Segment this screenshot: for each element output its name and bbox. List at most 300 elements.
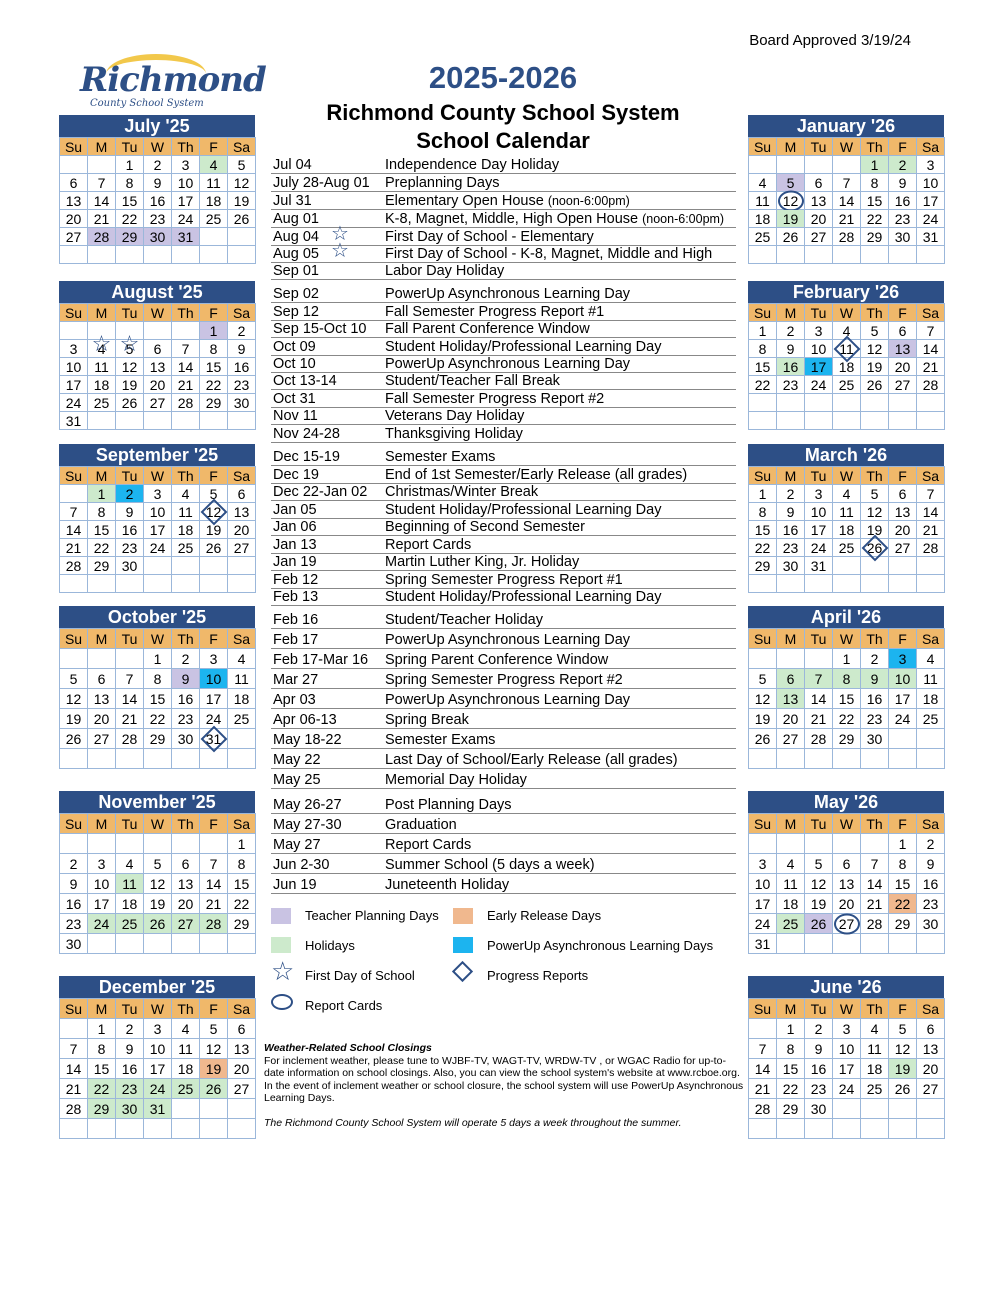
calendar-day: 19	[861, 358, 889, 376]
event-label: Student/Teacher Fall Break	[385, 373, 560, 389]
calendar-day: 4	[833, 485, 861, 503]
empty-day	[60, 485, 88, 503]
calendar-day: 21	[60, 1079, 88, 1099]
district-name: Richmond County School System	[326, 100, 680, 125]
calendar-day: 12	[200, 1039, 228, 1059]
calendar-day: 14	[88, 192, 116, 210]
calendar-day: 26	[144, 914, 172, 934]
calendar-day: 21	[805, 709, 833, 729]
calendar-day: 1	[228, 834, 256, 854]
empty-day	[777, 246, 805, 264]
legend-progress-label: Progress Reports	[487, 968, 589, 983]
calendar-day: 15	[116, 192, 144, 210]
calendar-day: 9	[889, 174, 917, 192]
event-row	[271, 193, 736, 210]
event-row	[271, 537, 736, 554]
calendar-day: 28	[917, 539, 945, 557]
event-text	[385, 817, 457, 833]
weekday-header: F	[889, 999, 917, 1019]
calendar-day: 4 ☆	[88, 340, 116, 358]
calendar-day: 15	[861, 192, 889, 210]
event-date: Dec 22-Jan 02	[273, 484, 368, 500]
calendar-day: 18	[172, 1059, 200, 1079]
weekday-header: F	[889, 304, 917, 322]
calendar-day: 23	[116, 1079, 144, 1099]
event-label: Christmas/Winter Break	[385, 484, 539, 500]
calendar-day: 14	[172, 358, 200, 376]
event-row	[271, 502, 736, 519]
calendar-day: 2	[917, 834, 945, 854]
calendar-day: 28	[805, 729, 833, 749]
month-may	[748, 791, 944, 954]
weekday-header: Sa	[228, 999, 256, 1019]
event-label: Labor Day Holiday	[385, 263, 505, 279]
calendar-day: 2	[172, 649, 200, 669]
empty-day	[889, 1099, 917, 1119]
calendar-day: 15	[777, 1059, 805, 1079]
empty-day	[116, 412, 144, 430]
weekday-header: M	[88, 999, 116, 1019]
event-row	[271, 408, 736, 425]
weekday-header: M	[88, 138, 116, 156]
calendar-day: 12	[116, 358, 144, 376]
empty-day	[805, 246, 833, 264]
weekday-header: Su	[60, 814, 88, 834]
calendar-day: 7	[172, 340, 200, 358]
calendar-day: 9	[172, 669, 200, 689]
calendar-day: 30	[116, 1099, 144, 1119]
weekday-header: W	[833, 304, 861, 322]
calendar-day: 16	[777, 521, 805, 539]
empty-day	[889, 394, 917, 412]
legend	[271, 904, 741, 1024]
weekday-header: Th	[861, 467, 889, 485]
weekday-header: Tu	[805, 999, 833, 1019]
calendar-day: 23	[777, 376, 805, 394]
empty-day	[805, 156, 833, 174]
event-date: Oct 31	[273, 391, 316, 407]
calendar-day: 19	[749, 709, 777, 729]
calendar-day: 24	[749, 914, 777, 934]
empty-day	[172, 246, 200, 264]
event-text	[385, 672, 623, 688]
calendar-day: 9	[228, 340, 256, 358]
calendar-day: 27	[228, 539, 256, 557]
calendar-day: 21	[861, 894, 889, 914]
event-label: Graduation	[385, 817, 457, 833]
empty-day	[917, 246, 945, 264]
event-label: Juneteenth Holiday	[385, 877, 510, 893]
calendar-day: 26	[805, 914, 833, 934]
calendar-day: 8	[833, 669, 861, 689]
calendar-day: 8	[777, 1039, 805, 1059]
legend-powerup-swatch	[453, 937, 473, 953]
weekday-header: M	[88, 304, 116, 322]
weekday-header: Tu	[116, 814, 144, 834]
empty-day	[833, 557, 861, 575]
calendar-day: 22	[749, 376, 777, 394]
event-date: Sep 02	[273, 286, 319, 302]
legend-star-label: First Day of School	[305, 968, 415, 983]
event-text	[385, 554, 579, 570]
weather-notice	[264, 1042, 746, 1129]
weekday-header: Sa	[917, 629, 945, 649]
calendar-day: 5	[228, 156, 256, 174]
weekday-header: Th	[172, 814, 200, 834]
weekday-header: Th	[172, 629, 200, 649]
empty-day	[228, 729, 256, 749]
board-approved-note: Board Approved 3/19/24	[749, 32, 911, 49]
calendar-day: 24	[144, 539, 172, 557]
calendar-day: 23	[144, 210, 172, 228]
calendar-day: 2	[861, 649, 889, 669]
calendar-day: 3	[200, 649, 228, 669]
weekday-header: Tu	[116, 304, 144, 322]
calendar-day: 17	[200, 689, 228, 709]
calendar-day: 16	[60, 894, 88, 914]
weekday-header: Su	[60, 467, 88, 485]
calendar-day: 16	[917, 874, 945, 894]
calendar-day: 26	[228, 210, 256, 228]
calendar-day: 25	[833, 376, 861, 394]
event-date: Aug 05	[273, 246, 319, 262]
weekday-header: Tu	[116, 999, 144, 1019]
calendar-day: 7	[749, 1039, 777, 1059]
calendar-day: 29	[889, 914, 917, 934]
month-june	[748, 976, 944, 1139]
calendar-day: 21	[88, 210, 116, 228]
calendar-day: 7	[60, 503, 88, 521]
event-row	[271, 426, 736, 443]
calendar-day: 11	[200, 174, 228, 192]
calendar-day: 12	[861, 340, 889, 358]
calendar-day: 30	[172, 729, 200, 749]
event-date: Apr 06-13	[273, 712, 337, 728]
calendar-day: 17	[60, 376, 88, 394]
empty-day	[116, 575, 144, 593]
calendar-day: 3	[833, 1019, 861, 1039]
calendar-day: 3	[88, 854, 116, 874]
weekday-header: W	[144, 304, 172, 322]
calendar-day: 10	[889, 669, 917, 689]
calendar-day: 20	[172, 894, 200, 914]
weekday-header: Tu	[805, 467, 833, 485]
event-row	[271, 554, 736, 571]
empty-day	[228, 246, 256, 264]
calendar-day: 23	[60, 914, 88, 934]
calendar-day: 18	[88, 376, 116, 394]
calendar-day: 8	[749, 503, 777, 521]
calendar-day: 28	[749, 1099, 777, 1119]
calendar-day: 25	[172, 539, 200, 557]
calendar-day: 22	[200, 376, 228, 394]
event-row	[271, 157, 736, 174]
event-text	[385, 484, 538, 500]
empty-day	[228, 575, 256, 593]
district-logo	[76, 60, 266, 116]
calendar-day: 10	[833, 1039, 861, 1059]
calendar-day: 20	[777, 709, 805, 729]
event-date: Feb 12	[273, 572, 319, 588]
calendar-day: 13	[889, 340, 917, 358]
calendar-day: 27	[833, 914, 861, 934]
empty-day	[749, 834, 777, 854]
calendar-day: 3	[172, 156, 200, 174]
event-date: May 22	[273, 752, 321, 768]
calendar-day: 26	[889, 1079, 917, 1099]
calendar-day: 13	[88, 689, 116, 709]
event-text	[385, 572, 623, 588]
weekday-header: W	[144, 138, 172, 156]
empty-day	[805, 934, 833, 954]
calendar-day: 10	[144, 503, 172, 521]
calendar-day: 14	[805, 689, 833, 709]
weekday-header: Sa	[228, 138, 256, 156]
month-april	[748, 606, 944, 769]
empty-day	[172, 1099, 200, 1119]
calendar-day: 6	[777, 669, 805, 689]
event-row	[271, 589, 736, 606]
calendar-day: 7	[917, 322, 945, 340]
event-text	[385, 537, 471, 553]
event-row	[271, 632, 736, 649]
event-row	[271, 519, 736, 536]
event-date: Aug 01	[273, 211, 319, 227]
event-row	[271, 837, 736, 854]
empty-day	[172, 557, 200, 575]
calendar-day: 10	[749, 874, 777, 894]
calendar-day: 5	[889, 1019, 917, 1039]
empty-day	[60, 1119, 88, 1139]
calendar-day: 15	[200, 358, 228, 376]
calendar-day: 24	[200, 709, 228, 729]
legend-powerup-label: PowerUp Asynchronous Learning Days	[487, 938, 714, 953]
month-title: December '25	[59, 976, 255, 998]
calendar-day: 10	[88, 874, 116, 894]
calendar-day: 4	[172, 485, 200, 503]
calendar-day: 29	[861, 228, 889, 246]
calendar-day: 7	[116, 669, 144, 689]
calendar-day: 11	[833, 340, 861, 358]
event-text	[385, 286, 630, 302]
event-row	[271, 449, 736, 466]
calendar-day: 28	[88, 228, 116, 246]
calendar-day: 12	[861, 503, 889, 521]
calendar-day: 20	[60, 210, 88, 228]
event-date: May 27-30	[273, 817, 342, 833]
empty-day	[144, 557, 172, 575]
weekday-header: Sa	[228, 467, 256, 485]
empty-day	[833, 1099, 861, 1119]
empty-day	[861, 394, 889, 412]
calendar-day: 27	[777, 729, 805, 749]
weekday-header: W	[144, 467, 172, 485]
logo-wordmark: Richmond	[80, 60, 266, 100]
calendar-day: 12	[749, 689, 777, 709]
empty-day	[833, 1119, 861, 1139]
event-label: Post Planning Days	[385, 797, 512, 813]
event-label: Report Cards	[385, 537, 472, 553]
calendar-day: 12	[805, 874, 833, 894]
event-row	[271, 391, 736, 408]
empty-day	[88, 1119, 116, 1139]
weekday-header: W	[833, 814, 861, 834]
weekday-header: F	[200, 814, 228, 834]
weekday-header: Su	[60, 304, 88, 322]
calendar-day: 13	[833, 874, 861, 894]
calendar-day: 16	[889, 192, 917, 210]
empty-day	[749, 649, 777, 669]
event-row	[271, 652, 736, 669]
event-row	[271, 286, 736, 303]
calendar-day: 14	[749, 1059, 777, 1079]
calendar-day: 13	[228, 1039, 256, 1059]
weekday-header: F	[889, 467, 917, 485]
calendar-day: 24	[917, 210, 945, 228]
weekday-header: Sa	[917, 304, 945, 322]
weekday-header: Sa	[917, 138, 945, 156]
empty-day	[88, 649, 116, 669]
empty-day	[200, 557, 228, 575]
empty-day	[917, 729, 945, 749]
calendar-day: 20	[144, 376, 172, 394]
event-date: Feb 13	[273, 589, 319, 605]
calendar-day: 30	[861, 729, 889, 749]
calendar-day: 8	[889, 854, 917, 874]
calendar-day: 1	[749, 485, 777, 503]
empty-day	[861, 834, 889, 854]
empty-day	[833, 412, 861, 430]
calendar-day: 19	[777, 210, 805, 228]
calendar-day: 9	[60, 874, 88, 894]
event-label: First Day of School - K-8, Magnet, Middle and High	[385, 246, 713, 262]
calendar-day: 31	[172, 228, 200, 246]
weekday-header: W	[833, 138, 861, 156]
calendar-day: 5	[861, 485, 889, 503]
calendar-day: 11	[172, 1039, 200, 1059]
empty-day	[861, 749, 889, 769]
empty-day	[200, 246, 228, 264]
event-text	[385, 263, 504, 279]
calendar-day: 21	[917, 358, 945, 376]
month-february	[748, 281, 944, 430]
event-date: Jan 05	[273, 502, 317, 518]
event-row	[271, 877, 736, 894]
calendar-day: 18	[833, 521, 861, 539]
calendar-day: 11	[917, 669, 945, 689]
month-title: July '25	[59, 115, 255, 137]
calendar-day: 9	[116, 503, 144, 521]
calendar-day: 24	[805, 376, 833, 394]
calendar-day: 21	[749, 1079, 777, 1099]
calendar-day: 1	[777, 1019, 805, 1039]
event-date: Feb 16	[273, 612, 319, 628]
event-label: Student/Teacher Holiday	[385, 612, 543, 628]
month-july	[59, 115, 255, 264]
calendar-day: 18	[228, 689, 256, 709]
calendar-day: 12	[60, 689, 88, 709]
calendar-day: 1	[144, 649, 172, 669]
calendar-day: 3	[805, 322, 833, 340]
empty-day	[861, 557, 889, 575]
calendar-day: 19	[200, 1059, 228, 1079]
calendar-day: 28	[200, 914, 228, 934]
event-text	[385, 732, 495, 748]
calendar-day: 4	[833, 322, 861, 340]
empty-day	[861, 412, 889, 430]
weekday-header: M	[777, 629, 805, 649]
empty-day	[917, 557, 945, 575]
empty-day	[60, 649, 88, 669]
empty-day	[116, 934, 144, 954]
weekday-header: Th	[172, 304, 200, 322]
calendar-day: 24	[833, 1079, 861, 1099]
calendar-day: 27	[889, 376, 917, 394]
event-text	[385, 589, 661, 605]
calendar-day: 23	[917, 894, 945, 914]
event-text	[385, 519, 585, 535]
empty-day	[88, 575, 116, 593]
calendar-day: 5	[200, 485, 228, 503]
legend-planning-label: Teacher Planning Days	[305, 908, 439, 923]
calendar-day: 18	[200, 192, 228, 210]
event-text	[385, 837, 471, 853]
empty-day	[228, 1099, 256, 1119]
empty-day	[833, 834, 861, 854]
calendar-day: 10	[805, 503, 833, 521]
empty-day	[172, 412, 200, 430]
calendar-day: 31	[917, 228, 945, 246]
event-row	[271, 263, 736, 280]
event-label: Summer School (5 days a week)	[385, 857, 595, 873]
calendar-day: 2	[805, 1019, 833, 1039]
empty-day	[777, 412, 805, 430]
event-label: Student Holiday/Professional Learning Day	[385, 589, 662, 605]
empty-day	[200, 412, 228, 430]
event-date: Feb 17-Mar 16	[273, 652, 369, 668]
empty-day	[60, 834, 88, 854]
calendar-day: 10	[144, 1039, 172, 1059]
event-text	[385, 467, 687, 483]
event-note: (noon-6:00pm)	[547, 194, 630, 208]
calendar-day: 6	[144, 340, 172, 358]
event-row	[271, 672, 736, 689]
calendar-day: 10	[172, 174, 200, 192]
event-date: Jun 2-30	[273, 857, 330, 873]
calendar-day: 5	[200, 1019, 228, 1039]
calendar-day: 17	[833, 1059, 861, 1079]
calendar-day: 17	[749, 894, 777, 914]
calendar-day: 17	[144, 521, 172, 539]
calendar-day: 5	[60, 669, 88, 689]
empty-day	[861, 575, 889, 593]
empty-day	[777, 1119, 805, 1139]
month-title: June '26	[748, 976, 944, 998]
empty-day	[749, 156, 777, 174]
calendar-day: 3	[889, 649, 917, 669]
calendar-day: 16	[861, 689, 889, 709]
event-date: Jan 13	[273, 537, 317, 553]
month-october	[59, 606, 255, 769]
calendar-day: 21	[60, 539, 88, 557]
calendar-day: 15	[749, 358, 777, 376]
calendar-day: 14	[60, 1059, 88, 1079]
calendar-day: 20	[889, 521, 917, 539]
calendar-day: 11	[749, 192, 777, 210]
month-title: March '26	[748, 444, 944, 466]
event-row	[271, 752, 736, 769]
event-row	[271, 321, 736, 338]
